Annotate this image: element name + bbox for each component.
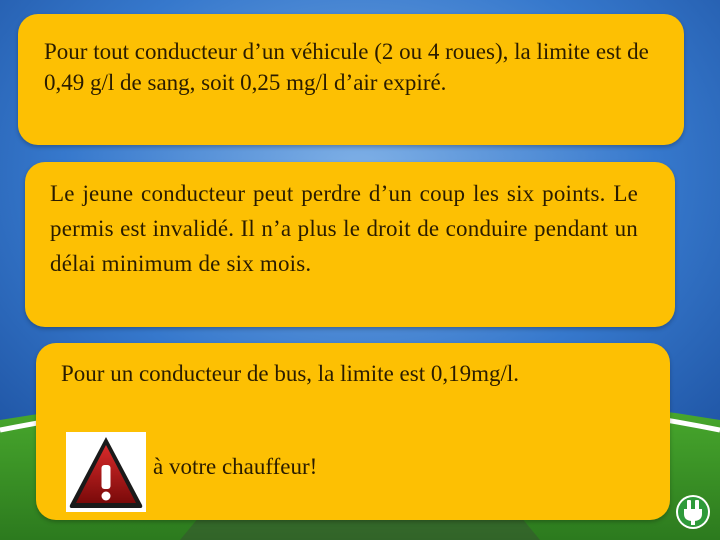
young-driver-text: Le jeune conducteur peut perdre d’un coup les six points. Le permis est invalidé. Il n’a plus le droit de conduire pendant un délai minimum de six mois. <box>50 181 638 276</box>
info-box-young-driver <box>25 162 675 327</box>
info-box-bus-driver <box>36 343 670 520</box>
plug-icon[interactable] <box>674 493 712 531</box>
bus-limit-text: Pour un conducteur de bus, la limite est 0,19mg/l. <box>61 361 520 386</box>
info-box-general-limit <box>18 14 684 145</box>
driver-warning-text: à votre chauffeur! <box>153 454 318 479</box>
warning-icon <box>66 432 146 512</box>
general-limit-text: Pour tout conducteur d’un véhicule (2 ou 4 roues), la limite est de 0,49 g/l de sang, soit 0,25 mg/l d’air expiré. <box>44 39 649 95</box>
